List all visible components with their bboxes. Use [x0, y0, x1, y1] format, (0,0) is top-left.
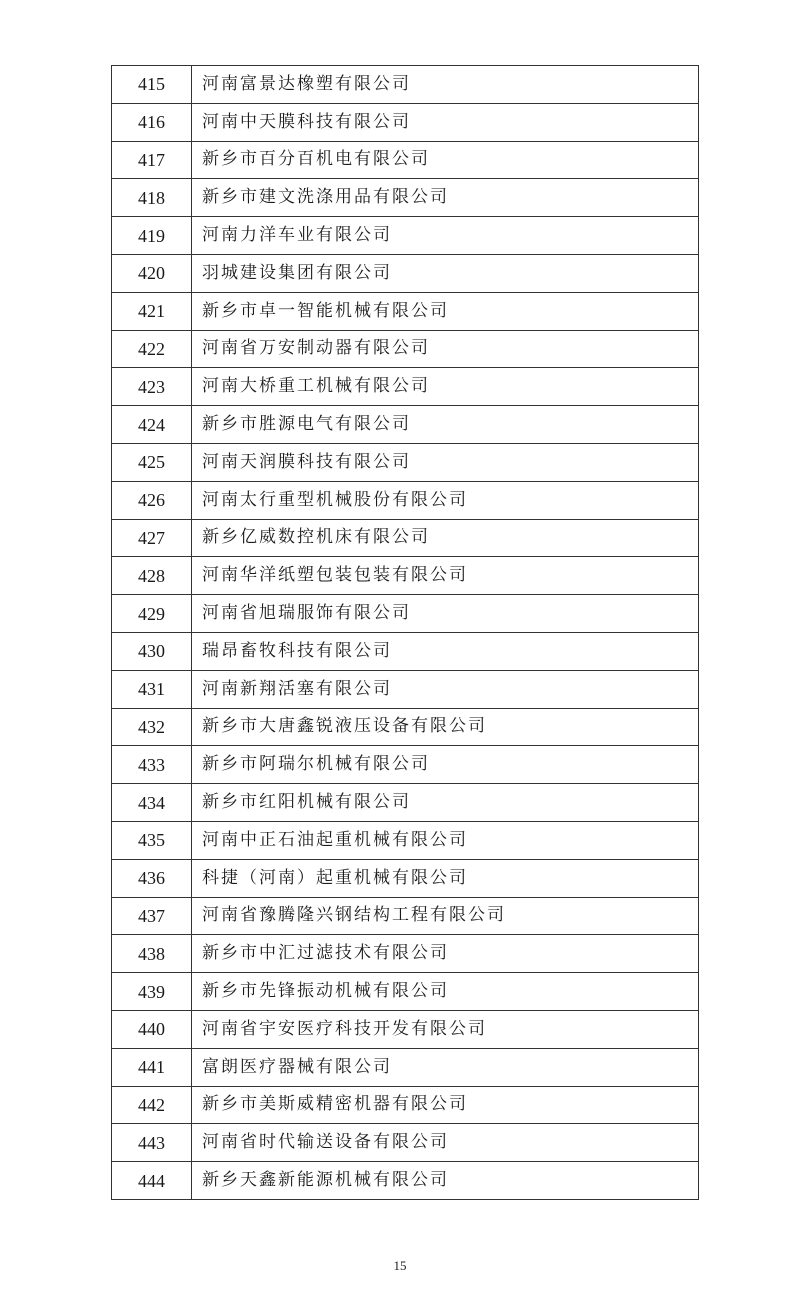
row-number-cell: 428: [112, 557, 192, 595]
row-number-cell: 437: [112, 897, 192, 935]
table-row: [112, 141, 699, 179]
table-row: [112, 973, 699, 1011]
table-row: [112, 519, 699, 557]
company-name-cell: 瑞昂畜牧科技有限公司: [192, 632, 699, 670]
company-name-cell: 新乡亿威数控机床有限公司: [192, 519, 699, 557]
table-row: [112, 859, 699, 897]
table-row: [112, 103, 699, 141]
company-name-cell: 河南富景达橡塑有限公司: [192, 66, 699, 104]
company-name-cell: 河南省时代输送设备有限公司: [192, 1124, 699, 1162]
row-number-cell: 431: [112, 670, 192, 708]
table-row: [112, 784, 699, 822]
row-number-cell: 417: [112, 141, 192, 179]
row-number-cell: 420: [112, 254, 192, 292]
company-name-cell: 新乡市百分百机电有限公司: [192, 141, 699, 179]
page-number: 15: [393, 1258, 407, 1273]
row-number-cell: 440: [112, 1010, 192, 1048]
row-number-cell: 421: [112, 292, 192, 330]
row-number-cell: 418: [112, 179, 192, 217]
company-name-cell: 河南太行重型机械股份有限公司: [192, 481, 699, 519]
row-number-cell: 426: [112, 481, 192, 519]
row-number-cell: 439: [112, 973, 192, 1011]
table-row: [112, 670, 699, 708]
company-list-table: [111, 65, 699, 1200]
company-name-cell: 新乡市先锋振动机械有限公司: [192, 973, 699, 1011]
row-number-cell: 422: [112, 330, 192, 368]
row-number-cell: 443: [112, 1124, 192, 1162]
table-row: [112, 708, 699, 746]
row-number-cell: 430: [112, 632, 192, 670]
row-number-cell: 435: [112, 821, 192, 859]
table-row: [112, 1086, 699, 1124]
table-row: [112, 935, 699, 973]
table-row: [112, 821, 699, 859]
company-name-cell: 新乡市美斯威精密机器有限公司: [192, 1086, 699, 1124]
table-row: [112, 1124, 699, 1162]
row-number-cell: 427: [112, 519, 192, 557]
row-number-cell: 424: [112, 406, 192, 444]
company-name-cell: 新乡市建文洗涤用品有限公司: [192, 179, 699, 217]
row-number-cell: 444: [112, 1162, 192, 1200]
row-number-cell: 423: [112, 368, 192, 406]
company-name-cell: 新乡市阿瑞尔机械有限公司: [192, 746, 699, 784]
table-row: [112, 179, 699, 217]
company-name-cell: 河南省万安制动器有限公司: [192, 330, 699, 368]
row-number-cell: 416: [112, 103, 192, 141]
table-row: [112, 217, 699, 255]
row-number-cell: 441: [112, 1048, 192, 1086]
row-number-cell: 415: [112, 66, 192, 104]
table-row: [112, 254, 699, 292]
company-name-cell: 新乡市胜源电气有限公司: [192, 406, 699, 444]
company-name-cell: 河南省宇安医疗科技开发有限公司: [192, 1010, 699, 1048]
company-name-cell: 新乡市中汇过滤技术有限公司: [192, 935, 699, 973]
table-row: [112, 595, 699, 633]
row-number-cell: 436: [112, 859, 192, 897]
company-name-cell: 河南华洋纸塑包装包装有限公司: [192, 557, 699, 595]
row-number-cell: 429: [112, 595, 192, 633]
company-name-cell: 富朗医疗器械有限公司: [192, 1048, 699, 1086]
company-name-cell: 新乡市红阳机械有限公司: [192, 784, 699, 822]
company-name-cell: 新乡市大唐鑫锐液压设备有限公司: [192, 708, 699, 746]
company-name-cell: 河南新翔活塞有限公司: [192, 670, 699, 708]
table-row: [112, 292, 699, 330]
table-row: [112, 443, 699, 481]
table-row: [112, 368, 699, 406]
company-name-cell: 羽城建设集团有限公司: [192, 254, 699, 292]
company-name-cell: 河南力洋车业有限公司: [192, 217, 699, 255]
table-row: [112, 330, 699, 368]
company-name-cell: 河南省旭瑞服饰有限公司: [192, 595, 699, 633]
row-number-cell: 434: [112, 784, 192, 822]
company-name-cell: 河南天润膜科技有限公司: [192, 443, 699, 481]
row-number-cell: 432: [112, 708, 192, 746]
row-number-cell: 425: [112, 443, 192, 481]
table-row: [112, 406, 699, 444]
company-name-cell: 河南中正石油起重机械有限公司: [192, 821, 699, 859]
table-row: [112, 897, 699, 935]
company-name-cell: 新乡天鑫新能源机械有限公司: [192, 1162, 699, 1200]
company-list-body: [112, 66, 699, 1200]
table-row: [112, 1162, 699, 1200]
company-name-cell: 科捷（河南）起重机械有限公司: [192, 859, 699, 897]
row-number-cell: 419: [112, 217, 192, 255]
table-row: [112, 481, 699, 519]
company-name-cell: 河南大桥重工机械有限公司: [192, 368, 699, 406]
table-row: [112, 557, 699, 595]
table-row: [112, 1010, 699, 1048]
row-number-cell: 442: [112, 1086, 192, 1124]
row-number-cell: 433: [112, 746, 192, 784]
company-name-cell: 河南省豫腾隆兴钢结构工程有限公司: [192, 897, 699, 935]
row-number-cell: 438: [112, 935, 192, 973]
table-row: [112, 66, 699, 104]
company-name-cell: 河南中天膜科技有限公司: [192, 103, 699, 141]
table-row: [112, 632, 699, 670]
table-row: [112, 746, 699, 784]
table-row: [112, 1048, 699, 1086]
company-name-cell: 新乡市卓一智能机械有限公司: [192, 292, 699, 330]
